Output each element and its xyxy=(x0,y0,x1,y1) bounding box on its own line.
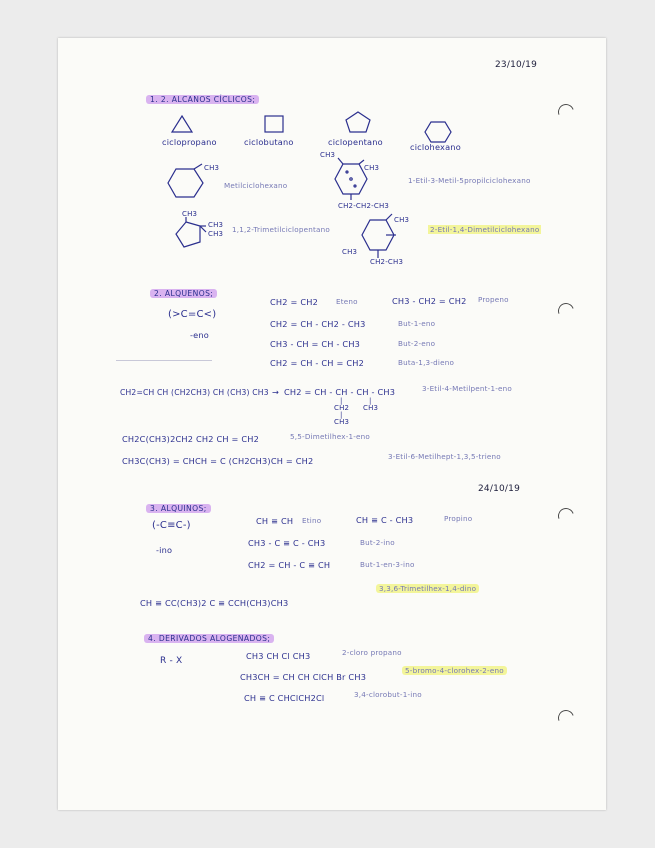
compound-name: Metilciclohexano xyxy=(224,181,288,190)
shape-label-ciclobutano: ciclobutano xyxy=(244,137,294,147)
binder-hole xyxy=(555,101,576,122)
section1-heading: 1. 2. ALCANOS CÍCLICOS; xyxy=(146,95,259,104)
alkene-name: 3-Etil-4-Metilpent-1-eno xyxy=(422,384,513,393)
date-2: 24/10/19 xyxy=(478,484,521,494)
substituent-ch3: CH3 xyxy=(208,230,224,238)
divider-line xyxy=(116,360,212,361)
alkene-name: 3-Etil-6-Metilhept-1,3,5-trieno xyxy=(388,452,501,461)
ethyl-dimethylcyclohexane-structure xyxy=(358,216,398,258)
halide-formula: CH ≡ C CHClCH2Cl xyxy=(244,693,325,703)
branch-bond: | xyxy=(340,397,343,405)
alkene-formula: CH3 - CH = CH - CH3 xyxy=(270,339,361,349)
substituent-ch3: CH3 xyxy=(320,151,336,159)
general-formula: (-C≡C-) xyxy=(152,520,191,531)
alkene-name: Eteno xyxy=(336,297,358,306)
trimethylcyclopentane-structure xyxy=(174,220,208,250)
alkene-name: Buta-1,3-dieno xyxy=(398,358,455,367)
branch-bond: | xyxy=(340,411,343,419)
general-formula: R - X xyxy=(160,656,183,666)
compound-name: 1-Etil-3-Metil-5propilciclohexano xyxy=(408,176,531,185)
halide-name: 5-bromo-4-clorohex-2-eno xyxy=(402,666,507,675)
arrow-glyph: → xyxy=(272,387,280,397)
hexagon-icon xyxy=(424,120,452,144)
substituent-ch3: CH3 xyxy=(342,248,358,256)
substituent-ch3: CH3 xyxy=(204,164,220,172)
halide-name: 2-cloro propano xyxy=(342,648,402,657)
branch-substituent: CH3 xyxy=(363,404,379,412)
notebook-page xyxy=(58,38,606,810)
substituent-ch3: CH3 xyxy=(208,221,224,229)
pentagon-icon xyxy=(344,110,372,134)
section3-heading: 3. ALQUINOS; xyxy=(146,504,211,513)
branch-substituent: CH3 xyxy=(334,418,350,426)
methylcyclohexane-structure xyxy=(166,166,208,202)
section2-heading: 2. ALQUENOS; xyxy=(150,289,217,298)
alkyne-name: Propino xyxy=(444,514,473,523)
alkene-formula: CH2C(CH3)2CH2 CH2 CH = CH2 xyxy=(122,434,260,444)
shape-label-ciclopentano: ciclopentano xyxy=(328,137,383,147)
alkene-name: Propeno xyxy=(478,295,509,304)
alkene-name: But-2-eno xyxy=(398,339,436,348)
compound-name: 1,1,2-Trimetilciclopentano xyxy=(232,225,330,234)
alkyne-name: But-2-ino xyxy=(360,538,395,547)
alkyne-formula: CH ≡ CC(CH3)2 C ≡ CCH(CH3)CH3 xyxy=(140,598,289,608)
alkene-name: 5,5-Dimetilhex-1-eno xyxy=(290,432,371,441)
substituent-ch3: CH3 xyxy=(182,210,198,218)
shape-label-ciclopropano: ciclopropano xyxy=(162,137,217,147)
alkene-expanded-formula: CH2 = CH - CH - CH - CH3 xyxy=(284,387,396,397)
alkyne-formula: CH3 - C ≡ C - CH3 xyxy=(248,538,326,548)
binder-hole xyxy=(555,505,576,526)
alkene-formula: CH3C(CH3) = CHCH = C (CH2CH3)CH = CH2 xyxy=(122,456,314,466)
trisubstituted-ring-structure xyxy=(334,160,368,200)
section4-heading: 4. DERIVADOS ALOGENADOS; xyxy=(144,634,274,643)
halide-formula: CH3CH = CH CH ClCH Br CH3 xyxy=(240,672,367,682)
branch-bond: | xyxy=(369,397,372,405)
substituent-ch3: CH3 xyxy=(364,164,380,172)
date-1: 23/10/19 xyxy=(495,60,538,70)
suffix-label: -ino xyxy=(156,545,173,555)
alkyne-name: 3,3,6-Trimetilhex-1,4-dino xyxy=(376,584,479,593)
alkyne-formula: CH ≡ C - CH3 xyxy=(356,515,414,525)
halide-name: 3,4-clorobut-1-ino xyxy=(354,690,422,699)
alkene-name: But-1-eno xyxy=(398,319,436,328)
alkyne-formula: CH ≡ CH xyxy=(256,516,294,526)
shape-label-ciclohexano: ciclohexano xyxy=(410,142,461,152)
substituent-ch3: CH3 xyxy=(394,216,410,224)
compound-name: 2-Etil-1,4-Dimetilciclohexano xyxy=(430,225,540,234)
branch-substituent: CH2 xyxy=(334,404,350,412)
suffix-label: -eno xyxy=(190,330,209,340)
alkene-formula: CH2 = CH - CH = CH2 xyxy=(270,358,365,368)
alkyne-formula: CH2 = CH - C ≡ CH xyxy=(248,560,331,570)
alkene-formula: CH3 - CH2 = CH2 xyxy=(392,296,467,306)
substituent-ethyl: CH2-CH3 xyxy=(370,258,404,266)
alkyne-name: Etino xyxy=(302,516,322,525)
binder-hole xyxy=(555,300,576,321)
alkene-formula: CH2 = CH2 xyxy=(270,297,319,307)
halide-formula: CH3 CH Cl CH3 xyxy=(246,651,311,661)
alkyne-name: But-1-en-3-ino xyxy=(360,560,415,569)
binder-hole xyxy=(555,707,576,728)
alkene-condensed-formula: CH2=CH CH (CH2CH3) CH (CH3) CH3 xyxy=(120,388,269,397)
alkene-formula: CH2 = CH - CH2 - CH3 xyxy=(270,319,366,329)
triangle-icon xyxy=(170,114,194,134)
substituent-propyl: CH2-CH2-CH3 xyxy=(338,202,390,210)
square-icon xyxy=(263,114,285,134)
general-formula: (>C=C<) xyxy=(168,309,217,320)
